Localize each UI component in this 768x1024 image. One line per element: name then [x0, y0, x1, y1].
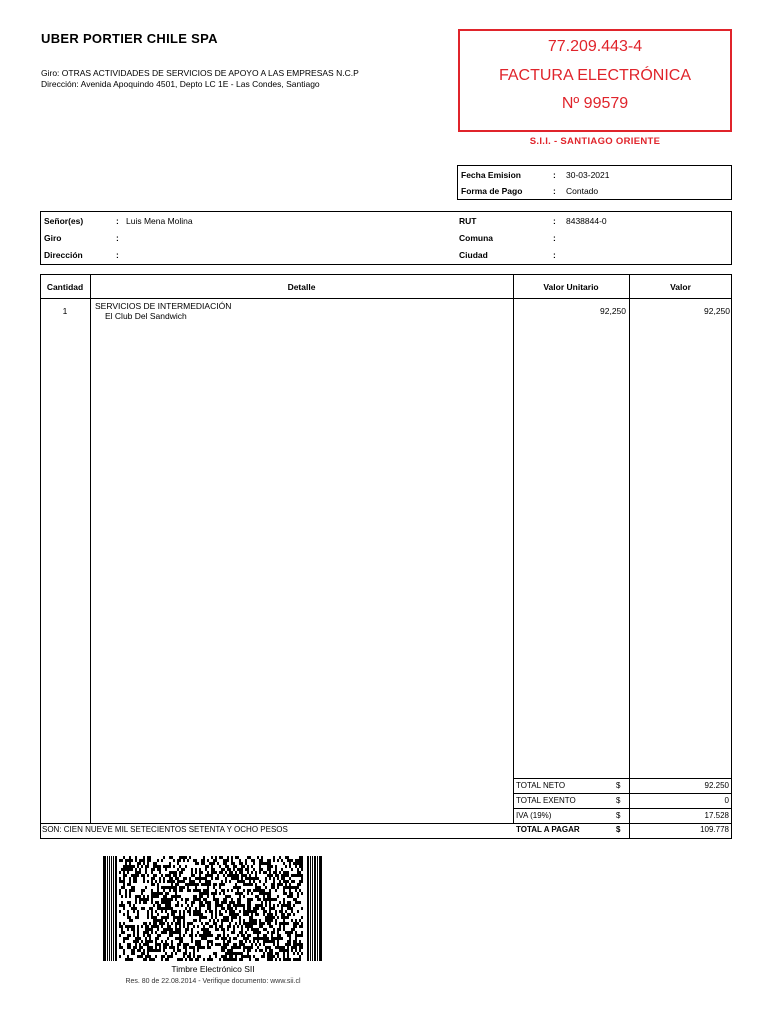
header-valor: Valor — [670, 282, 691, 292]
barcode-graphic — [103, 856, 323, 961]
header-detalle: Detalle — [287, 282, 316, 292]
colon: : — [116, 233, 119, 243]
colon: : — [116, 216, 119, 226]
iva-value: 17.528 — [704, 811, 729, 820]
fecha-label: Fecha Emision — [461, 170, 521, 180]
total-exento-label: TOTAL EXENTO — [516, 796, 576, 805]
stamp-title: Timbre Electrónico SII — [171, 964, 255, 974]
document-type: FACTURA ELECTRÓNICA — [498, 67, 692, 84]
rut-value: 8438844-0 — [566, 216, 607, 226]
sii-office: S.I.I. - SANTIAGO ORIENTE — [529, 136, 661, 147]
comuna-label: Comuna — [459, 233, 493, 243]
total-pagar-row — [514, 823, 731, 837]
row-valor-unitario: 92,250 — [600, 306, 626, 316]
total-exento-row — [514, 794, 731, 808]
stamp-resolution: Res. 80 de 22.08.2014 - Verifique documento: www.sii.cl — [125, 978, 301, 985]
currency-sign: $ — [616, 796, 621, 805]
issuer-name: UBER PORTIER CHILE SPA — [41, 31, 218, 46]
row-subdetalle: El Club Del Sandwich — [105, 311, 187, 321]
colon: : — [553, 186, 556, 196]
colon: : — [553, 216, 556, 226]
rut-label: RUT — [459, 216, 477, 226]
currency-sign: $ — [616, 781, 621, 790]
issuer-giro: Giro: OTRAS ACTIVIDADES DE SERVICIOS DE APOYO A LAS EMPRESAS N.C.P — [41, 68, 359, 78]
document-number: Nº 99579 — [561, 95, 629, 112]
colon: : — [553, 170, 556, 180]
issuer-rut: 77.209.443-4 — [547, 38, 643, 55]
pago-label: Forma de Pago — [461, 186, 523, 196]
fecha-value: 30-03-2021 — [566, 170, 610, 180]
row-detalle: SERVICIOS DE INTERMEDIACIÓN — [95, 301, 232, 311]
son-text: SON: CIEN NUEVE MIL SETECIENTOS SETENTA Y OCHO PESOS — [42, 825, 288, 834]
document-type-box — [458, 29, 732, 132]
currency-sign: $ — [616, 811, 621, 820]
colon: : — [553, 250, 556, 260]
issuer-address: Dirección: Avenida Apoquindo 4501, Depto LC 1E - Las Condes, Santiago — [41, 79, 320, 89]
colon: : — [116, 250, 119, 260]
colon: : — [553, 233, 556, 243]
senor-value: Luis Mena Molina — [126, 216, 193, 226]
total-pagar-label: TOTAL A PAGAR — [516, 825, 580, 834]
items-table — [40, 274, 732, 840]
row-cantidad: 1 — [62, 306, 68, 316]
pago-value: Contado — [566, 186, 599, 196]
col-line — [629, 274, 630, 823]
total-exento-value: 0 — [724, 796, 729, 805]
total-neto-row — [514, 779, 731, 793]
total-pagar-value: 109.778 — [700, 825, 729, 834]
total-neto-value: 92.250 — [704, 781, 729, 790]
issuer-details — [41, 68, 359, 90]
ciudad-label: Ciudad — [459, 250, 488, 260]
senor-label: Señor(es) — [44, 216, 84, 226]
pdf417-barcode — [103, 856, 323, 961]
col-line — [90, 274, 91, 823]
total-neto-label: TOTAL NETO — [516, 781, 566, 790]
iva-label: IVA (19%) — [516, 811, 552, 820]
header-cantidad: Cantidad — [46, 282, 84, 292]
client-box — [40, 211, 732, 265]
row-valor: 92,250 — [704, 306, 730, 316]
header-valor-unitario: Valor Unitario — [543, 282, 599, 292]
col-line — [513, 274, 514, 823]
currency-sign: $ — [616, 825, 621, 834]
emission-box — [457, 165, 732, 200]
direccion-label: Dirección — [44, 250, 83, 260]
giro-label: Giro — [44, 233, 62, 243]
iva-row — [514, 809, 731, 823]
